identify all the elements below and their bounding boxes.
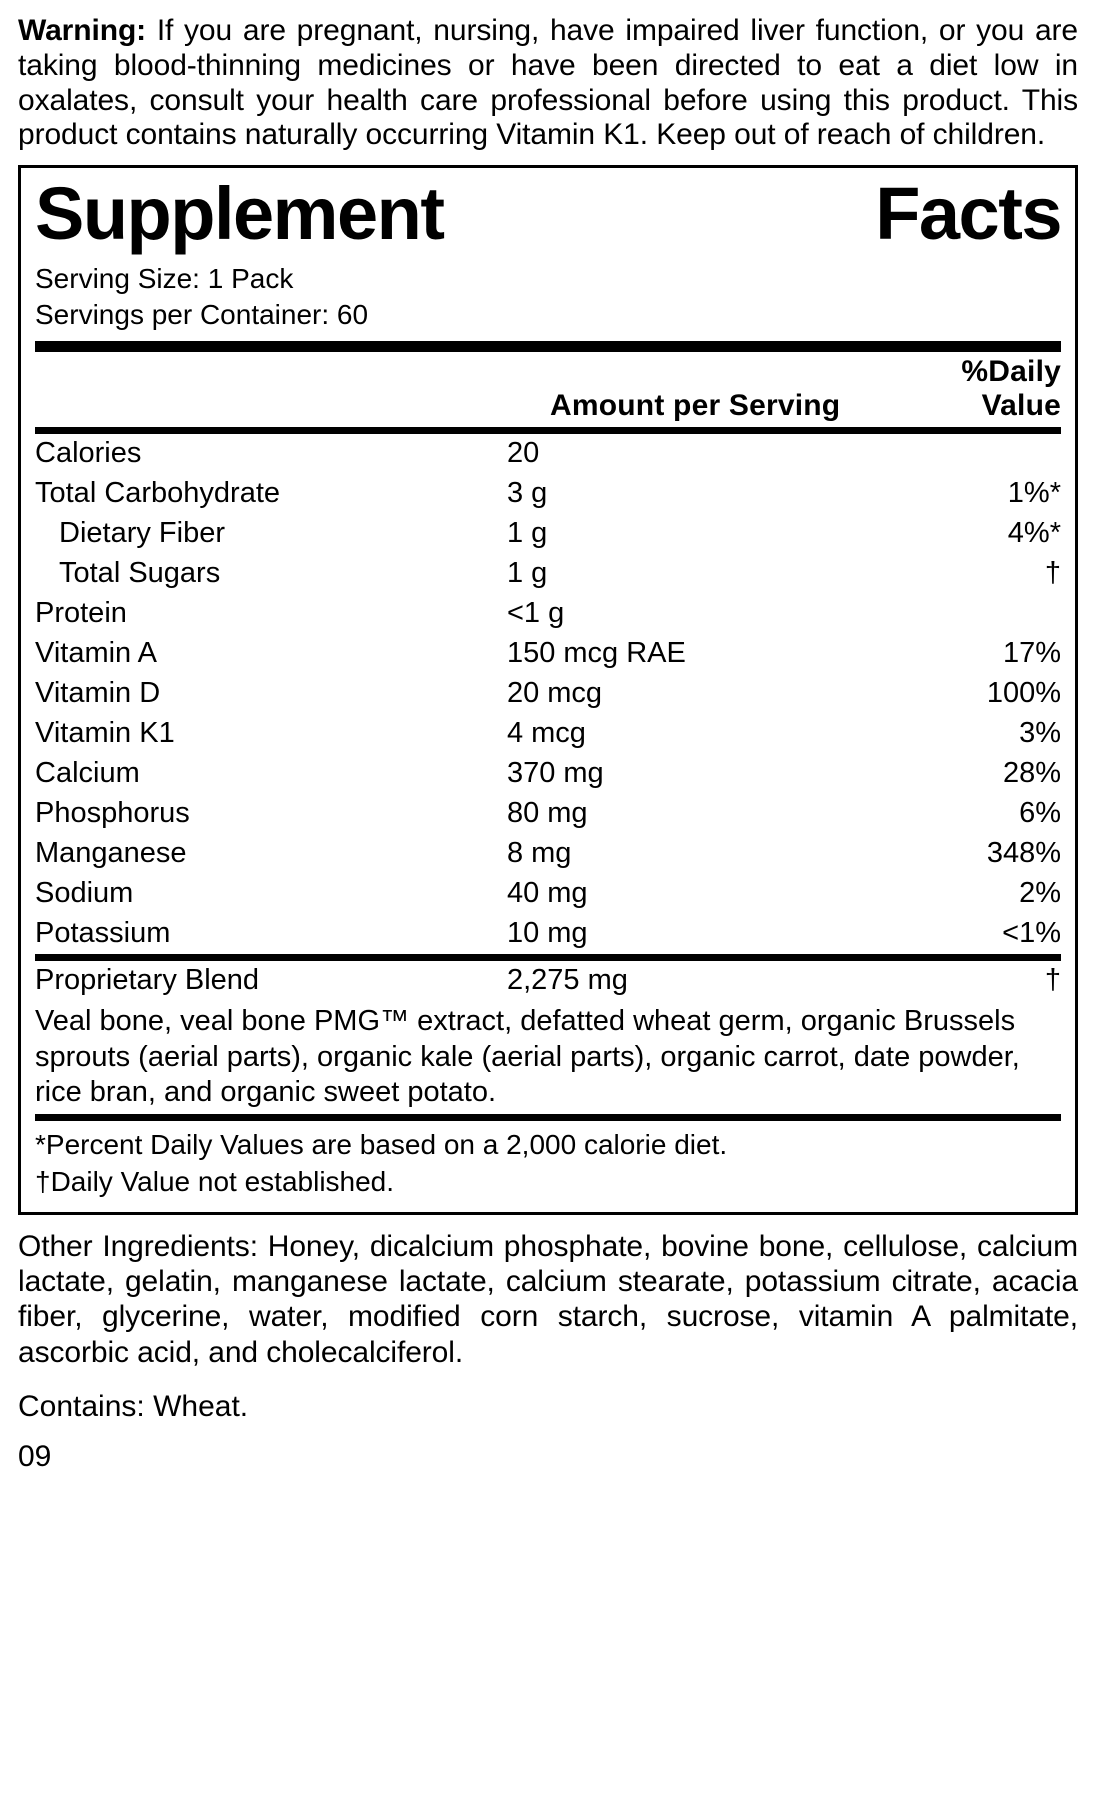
serving-size: Serving Size: 1 Pack — [35, 262, 294, 294]
contains-statement: Contains: Wheat. — [18, 1389, 249, 1423]
nutrient-name: Calcium — [35, 757, 140, 790]
blend-row — [35, 961, 1061, 1001]
supplement-facts-title — [35, 172, 1061, 256]
nutrient-amount: 4 mcg — [506, 717, 586, 750]
page-number: 09 — [18, 1439, 52, 1473]
rule-above-blend — [35, 954, 1061, 961]
proprietary-blend-table — [35, 961, 1061, 1114]
nutrient-name: Total Sugars — [59, 557, 221, 590]
rule-above-footnotes — [35, 1114, 1061, 1121]
title-word-supplement: Supplement — [35, 172, 444, 256]
nutrition-table — [35, 352, 1061, 427]
nutrient-dv: 17% — [1002, 637, 1061, 670]
nutrient-dv: † — [1044, 557, 1061, 590]
table-row — [35, 634, 1061, 674]
nutrient-dv: 6% — [1019, 797, 1061, 830]
nutrient-dv — [876, 434, 1061, 474]
warning-paragraph — [18, 14, 1078, 153]
blend-dv: † — [1044, 964, 1061, 997]
blend-name: Proprietary Blend — [35, 964, 260, 997]
header-blank — [35, 352, 507, 427]
nutrient-rows-table — [35, 434, 1061, 954]
nutrient-dv: 1%* — [1007, 477, 1061, 510]
table-row — [35, 714, 1061, 754]
footnote-daily-values: *Percent Daily Values are based on a 2,000 calorie diet. — [35, 1129, 728, 1161]
servings-per-container: Servings per Container: 60 — [35, 298, 369, 330]
nutrient-dv: 28% — [1002, 757, 1061, 790]
nutrient-name: Dietary Fiber — [59, 517, 225, 550]
nutrient-name: Vitamin A — [35, 637, 157, 670]
supplement-facts-panel — [18, 165, 1078, 1215]
table-row — [35, 754, 1061, 794]
title-word-facts: Facts — [875, 172, 1061, 256]
nutrient-name: Manganese — [35, 837, 187, 870]
nutrient-amount: <1 g — [506, 597, 565, 630]
table-row — [35, 554, 1061, 594]
other-ingredients-label: Other Ingredients: — [18, 1230, 258, 1264]
nutrient-dv: <1% — [1002, 917, 1061, 950]
nutrient-amount: 10 mg — [506, 917, 588, 950]
rule-under-header — [35, 427, 1061, 434]
nutrient-name: Total Carbohydrate — [35, 477, 281, 510]
nutrient-name: Vitamin K1 — [35, 717, 175, 750]
table-row — [35, 434, 1061, 474]
nutrient-name: Calories — [35, 437, 142, 470]
nutrient-amount: 80 mg — [506, 797, 588, 830]
warning-label: Warning: — [18, 14, 147, 47]
nutrient-amount: 370 mg — [506, 757, 604, 790]
nutrient-amount: 40 mg — [506, 877, 588, 910]
table-row — [35, 794, 1061, 834]
nutrient-name: Protein — [35, 597, 127, 630]
nutrient-dv: 4%* — [1007, 517, 1061, 550]
blend-description: Veal bone, veal bone PMG™ extract, defatted wheat germ, organic Brussels sprouts (aerial parts), organic kale (aerial parts), organic carrot, date powder, rice bran, and organic sweet potato. — [35, 1005, 1020, 1109]
table-row — [35, 874, 1061, 914]
table-header-row — [35, 352, 1061, 427]
nutrient-dv — [876, 594, 1061, 634]
other-ingredients-text: Honey, dicalcium phosphate, bovine bone, cellulose, calcium lactate, gelatin, manganese lactate, calcium stearate, potassium citrate, acacia fiber, glycerine, water, modified corn starch, sucrose, vitamin A palmitate, ascorbic acid, and cholecalciferol. — [18, 1230, 1078, 1369]
header-amount-per-serving: Amount per Serving — [550, 389, 841, 423]
nutrient-dv: 100% — [986, 677, 1061, 710]
other-ingredients-paragraph — [18, 1229, 1078, 1369]
nutrient-amount: 150 mcg RAE — [506, 637, 686, 670]
nutrient-amount: 1 g — [506, 557, 548, 590]
table-row — [35, 914, 1061, 954]
nutrient-amount: 20 mcg — [506, 677, 603, 710]
nutrient-dv: 348% — [986, 837, 1061, 870]
footnote-dv-not-established: †Daily Value not established. — [35, 1165, 395, 1197]
table-row — [35, 474, 1061, 514]
nutrient-amount: 8 mg — [506, 837, 572, 870]
blend-amount: 2,275 mg — [506, 964, 628, 997]
nutrient-dv: 2% — [1019, 877, 1061, 910]
table-row — [35, 594, 1061, 634]
nutrient-amount: 1 g — [506, 517, 548, 550]
blend-description-row — [35, 1001, 1061, 1114]
rule-thick-top — [35, 341, 1061, 352]
nutrient-name: Vitamin D — [35, 677, 161, 710]
nutrient-name: Potassium — [35, 917, 171, 950]
nutrient-name: Phosphorus — [35, 797, 190, 830]
nutrient-dv: 3% — [1019, 717, 1061, 750]
table-row — [35, 674, 1061, 714]
warning-text: If you are pregnant, nursing, have impaired liver function, or you are taking blood-thinning medicines or have been directed to eat a diet low in oxalates, consult your health care professional before using this product. This product contains naturally occurring Vitamin K1. Keep out of reach of children. — [18, 14, 1078, 152]
nutrient-name: Sodium — [35, 877, 134, 910]
nutrient-amount: 20 — [506, 437, 540, 470]
header-daily-value: %Daily Value — [961, 355, 1061, 423]
table-row — [35, 834, 1061, 874]
nutrient-amount: 3 g — [506, 477, 548, 510]
table-row — [35, 514, 1061, 554]
